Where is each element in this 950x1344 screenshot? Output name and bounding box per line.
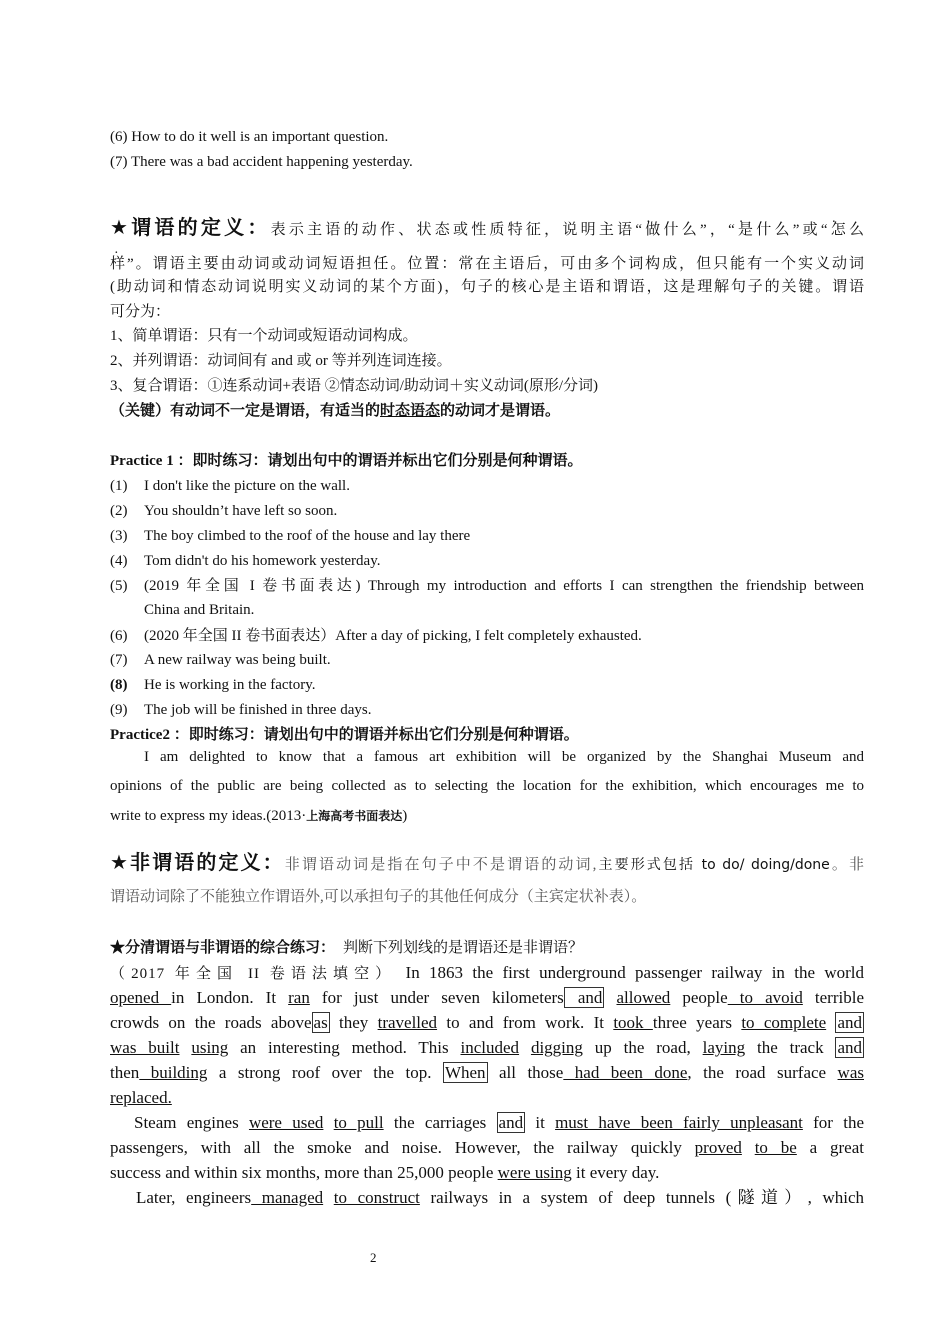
- example-line-6: (6) How to do it well is an important question.: [110, 129, 389, 145]
- predicate-type-1: 1、简单谓语：只有一个动词或短语动词构成。: [110, 328, 418, 344]
- exercise-line-4: was built using an interesting method. This included digging up the road, laying the track and: [110, 1038, 863, 1057]
- practice1-item: (5) (2019 年全国 I 卷书面表达) Through my introduction and efforts I can strengthen the friendship between: [110, 578, 864, 594]
- practice1-item: (8) He is working in the factory.: [110, 677, 316, 693]
- practice1-item: (7) A new railway was being built.: [110, 652, 331, 668]
- practice1-title: Practice 1 ：即时练习：请划出句中的谓语并标出它们分别是何种谓语。: [110, 453, 583, 469]
- nonpredicate-definition-line-1: ★非谓语的定义：非谓语动词是指在句子中不是谓语的动词,主要形式包括 to do/ doing/done。非: [110, 850, 864, 874]
- exercise-line-1: （2017 年全国 II 卷语法填空） In 1863 the first underground passenger railway in the world: [110, 963, 865, 982]
- predicate-type-3: 3、复合谓语：①连系动词+表语 ②情态动词/助动词＋实义动词(原形/分词): [110, 378, 599, 394]
- practice1-item: (4) Tom didn't do his homework yesterday.: [110, 553, 381, 569]
- predicate-definition-line-1: ★谓语的定义：表示主语的动作、状态或性质特征，说明主语“做什么”，“是什么”或“怎么: [110, 215, 864, 239]
- predicate-heading: ★谓语的定义：: [110, 215, 271, 239]
- exercise-line-8: passengers, with all the smoke and noise. However, the railway quickly proved to be a great: [110, 1138, 864, 1157]
- practice1-item: (1) I don't like the picture on the wall.: [110, 478, 350, 494]
- practice1-item: (6) (2020 年全国 II 卷书面表达）After a day of picking, I felt completely exhausted.: [110, 628, 642, 644]
- practice2-line-1: I am delighted to know that a famous art exhibition will be organized by the Shanghai Museum and: [144, 749, 864, 765]
- exercise-line-7: Steam engines were used to pull the carriages and it must have been fairly unpleasant for the: [134, 1113, 864, 1132]
- page-number: 2: [370, 1250, 377, 1265]
- exercise-title-line: ★分清谓语与非谓语的综合练习： 判断下列划线的是谓语还是非谓语？: [110, 940, 584, 956]
- exercise-line-5: then building a strong roof over the top. When all those had been done, the road surface was: [110, 1063, 864, 1082]
- practice1-item: (2) You shouldn’t have left so soon.: [110, 503, 338, 519]
- practice2-line-2: opinions of the public are being collected as to selecting the location for the exhibition, which encourages me to: [110, 778, 864, 794]
- exercise-line-3: crowds on the roads above as they travelled to and from work. It took three years to complete and: [110, 1013, 863, 1032]
- nonpredicate-heading: ★非谓语的定义：: [110, 850, 285, 874]
- predicate-definition-line-3: (助动词和情态动词说明实义动词的某个方面)，句子的核心是主语和谓语，这是理解句子的关键。谓语: [110, 279, 864, 295]
- exercise-line-9: success and within six months, more than 25,000 people were using it every day.: [110, 1163, 660, 1182]
- nonpredicate-definition-line-2: 谓语动词除了不能独立作谓语外,可以承担句子的其他任何成分（主宾定状补表）。: [110, 889, 647, 905]
- exercise-line-2: opened in London. It ran for just under seven kilometers and allowed people to avoid terrible: [110, 988, 864, 1007]
- predicate-type-2: 2、并列谓语：动词间有 and 或 or 等并列连词连接。: [110, 353, 452, 369]
- practice2-title: Practice2 ：即时练习：请划出句中的谓语并标出它们分别是何种谓语。: [110, 727, 579, 743]
- practice2-line-3: write to express my ideas.(2013·上海高考书面表达): [110, 808, 408, 824]
- predicate-definition-line-2: 样”。谓语主要由动词或动词短语担任。位置：常在主语后，可由多个词构成，但只能有一个实义动词: [110, 256, 864, 272]
- predicate-definition-line-4: 可分为：: [110, 304, 171, 320]
- practice1-item-continuation: China and Britain.: [144, 602, 255, 618]
- example-line-7: (7) There was a bad accident happening yesterday.: [110, 154, 413, 170]
- practice1-item: (9) The job will be finished in three days.: [110, 702, 372, 718]
- practice1-item: (3) The boy climbed to the roof of the house and lay there: [110, 528, 471, 544]
- exercise-line-10: Later, engineers managed to construct railways in a system of deep tunnels (隧道）, which: [136, 1188, 865, 1207]
- predicate-key-note: （关键）有动词不一定是谓语，有适当的时态语态的动词才是谓语。: [110, 403, 561, 419]
- exercise-line-6: replaced.: [110, 1088, 172, 1107]
